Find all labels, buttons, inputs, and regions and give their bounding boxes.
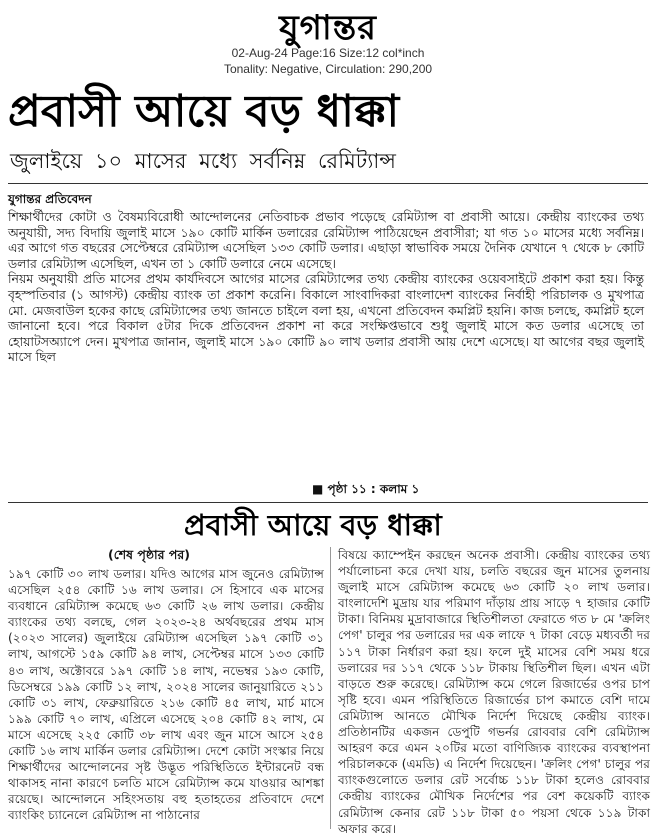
newspaper-masthead: যুগান্তর	[279, 8, 377, 48]
section-divider	[8, 183, 648, 184]
clip-meta-line-2: Tonality: Negative, Circulation: 290,200	[223, 62, 433, 76]
column-text: বিষয়ে ক্যাম্পেইন করছেন অনেক প্রবাসী। কেন্দ্রীয় ব্যাংকের তথ্য পর্যালোচনা করে দেখা যায়, চলতি বছরের জুন মাসের তুলনায় জুলাই মাসে রেমিট্যান্স কমেছে ৬৩ কোটি ২০ লাখ ডলার। বাংলাদেশি মুদ্রায় যার পরিমাণ দাঁড়ায় প্রায় সাড়ে ৭ হাজার কোটি টাকা। বিনিময় মুদ্রাবাজারে স্থিতিশীলতা ফেরাতে গত ৮ মে 'ক্রলিং পেগ' চালুর পর ডলারের দর এক লাফে ৭ টাকা বেড়ে মধ্যবর্তী দর ১১৭ টাকা নির্ধারণ করা হয়। ফলে দুই মাসের বেশি সময় ধরে ডলারের দর ১১৭ থেকে ১১৮ টাকায় স্থিতিশীল ছিল। এখন এটা বাড়তে শুরু করেছে। রেমিট্যান্স কমে গেলে রিজার্ভের ওপর চাপ সৃষ্টি হবে। এমন পরিস্থিতিতে রিজার্ভের চাপ কমাতে বেশি দামে রেমিট্যান্স আনতে মৌখিক নির্দেশ দিয়েছে কেন্দ্রীয় ব্যাংক। প্রতিষ্ঠানটির একজন ডেপুটি গভর্নর রোববার বেশি রেমিট্যান্স আহরণ করে এমন ২০টির মতো বাণিজ্যিক ব্যাংকের ব্যবস্থাপনা পরিচালককে (এমডি) এ নির্দেশ দিয়েছেন। 'ক্রলিং পেগ' চালুর পর ব্যাংকগুলোতে ডলার রেট সর্বোচ্চ ১১৮ টাকা হলেও রোববার কেন্দ্রীয় ব্যাংকের মৌখিক নির্দেশের পর বেশ কয়েকটি ব্যাংক রেমিট্যান্স কেনার রেট ১১৮ টাকা ৫০ পয়সা থেকে ১১৯ টাকা অফার করে।	[338, 548, 650, 836]
article-paragraph: শিক্ষার্থীদের কোটা ও বৈষম্যবিরোধী আন্দোলনের নেতিবাচক প্রভাব পড়েছে রেমিট্যান্স বা প্রবাসী আয়ে। কেন্দ্রীয় ব্যাংকের তথ্য অনুযায়ী, সদ্য বিদায়ি জুলাই মাসে ১৯০ কোটি মার্কিন ডলারের রেমিট্যান্স পাঠিয়েছেন প্রবাসীরা; যা গত ১০ মাসের মধ্যে সর্বনিম্ন। এর আগে গত বছরের সেপ্টেম্বরে রেমিট্যান্স এসেছিল ১৩৩ কোটি ডলার। এছাড়া স্বাভাবিক সময়ে দৈনিক যেখানে ৭ থেকে ৮ কোটি ডলার রেমিট্যান্স এসেছিল, এখন তা ১ কোটি ডলারে নেমে এসেছে।	[8, 209, 644, 271]
continued-on-note: ■ পৃষ্ঠা ১১ : কলাম ১	[312, 482, 420, 496]
article-headline: প্রবাসী আয়ে বড় ধাক্কা	[8, 86, 400, 137]
continuation-column-2	[338, 547, 650, 837]
clip-meta-line-1: 02-Aug-24 Page:16 Size:12 col*inch	[231, 46, 425, 60]
article-paragraph: নিয়ম অনুযায়ী প্রতি মাসের প্রথম কার্যদিবসে আগের মাসের রেমিট্যান্সের তথ্য কেন্দ্রীয় ব্যাংকের ওয়েবসাইটে প্রকাশ করা হয়। কিন্তু বৃহস্পতিবার (১ আগস্ট) কেন্দ্রীয় ব্যাংক তা প্রকাশ করেনি। বিকালে সাংবাদিকরা বাংলাদেশ ব্যাংকের নির্বাহী পরিচালক ও মুখপাত্র মো. মেজবাউল হকের কাছে রেমিট্যান্সের তথ্য জানতে চাইলে বলা হয়, এখনো প্রতিবেদন কমপ্লিট হয়নি। কাজ চলছে, কমপ্লিট হলে জানানো হবে। পরে বিকাল ৫টার দিকে প্রতিবেদন প্রকাশ না করে সংক্ষিপ্তভাবে শুধু জুলাই মাসে কত ডলার এসেছে তা হোয়াটসঅ্যাপে দেন। মুখপাত্র জানান, জুলাই মাসে ১৯০ কোটি ৯০ লাখ ডলার প্রবাসী আয় দেশে এসেছে। যা আগের বছর জুলাই মাসে ছিল	[8, 271, 644, 365]
column-divider	[330, 547, 331, 829]
section-divider	[8, 502, 648, 503]
continuation-column-1	[8, 566, 324, 824]
article-byline: যুগান্তর প্রতিবেদন	[8, 192, 92, 206]
continuation-headline: প্রবাসী আয়ে বড় ধাক্কা	[184, 508, 442, 542]
article-subheadline: জুলাইয়ে ১০ মাসের মধ্যে সর্বনিম্ন রেমিট্যান্স	[10, 149, 396, 173]
column-text: ১৯৭ কোটি ৩০ লাখ ডলার। যদিও আগের মাস জুনেও রেমিট্যান্স এসেছিল ২৫৪ কোটি ১৬ লাখ ডলার। সে হিসাবে এক মাসের ব্যবধানে রেমিট্যান্স কমেছে ৬৩ কোটি ২৬ লাখ ডলার। কেন্দ্রীয় ব্যাংকের তথ্য বলছে, গেল ২০২৩-২৪ অর্থবছরের প্রথম মাস (২০২৩ সালের) জুলাইয়ে রেমিট্যান্স এসেছিল ১৯৭ কোটি ৩১ লাখ, আগস্টে ১৫৯ কোটি ৯৪ লাখ, সেপ্টেম্বর মাসে ১৩৩ কোটি ৪৩ লাখ, অক্টোবরে ১৯৭ কোটি ১৪ লাখ, নভেম্বর ১৯৩ কোটি, ডিসেম্বরে ১৯৯ কোটি ১২ লাখ, ২০২৪ সালের জানুয়ারিতে ২১১ কোটি ৩১ লাখ, ফেব্রুয়ারিতে ২১৬ কোটি ৪৫ লাখ, মার্চ মাসে ১৯৯ কোটি ৭০ লাখ, এপ্রিলে এসেছে ২০৪ কোটি ৪২ লাখ, মে মাসে এসেছে ২২৫ কোটি ৩৮ লাখ এবং জুন মাসে আসে ২৫৪ কোটি ১৬ লাখ মার্কিন ডলার রেমিট্যান্স। দেশে কোটা সংস্কার নিয়ে শিক্ষার্থীদের আন্দোলনের সৃষ্ট উদ্ভূত পরিস্থিতিতে ইন্টারনেট বন্ধ থাকাসহ নানা কারণে চলতি মাসে রেমিট্যান্স কমে যাওয়ার আশঙ্কা রয়েছে। আন্দোলনে সহিংসতায় বহু হতাহতের প্রতিবাদে দেশে ব্যাংকিং চ্যানেলে রেমিট্যান্স না পাঠানোর	[8, 567, 324, 823]
continuation-label: (শেষ পৃষ্ঠার পর)	[108, 547, 190, 562]
article-body	[8, 209, 644, 365]
